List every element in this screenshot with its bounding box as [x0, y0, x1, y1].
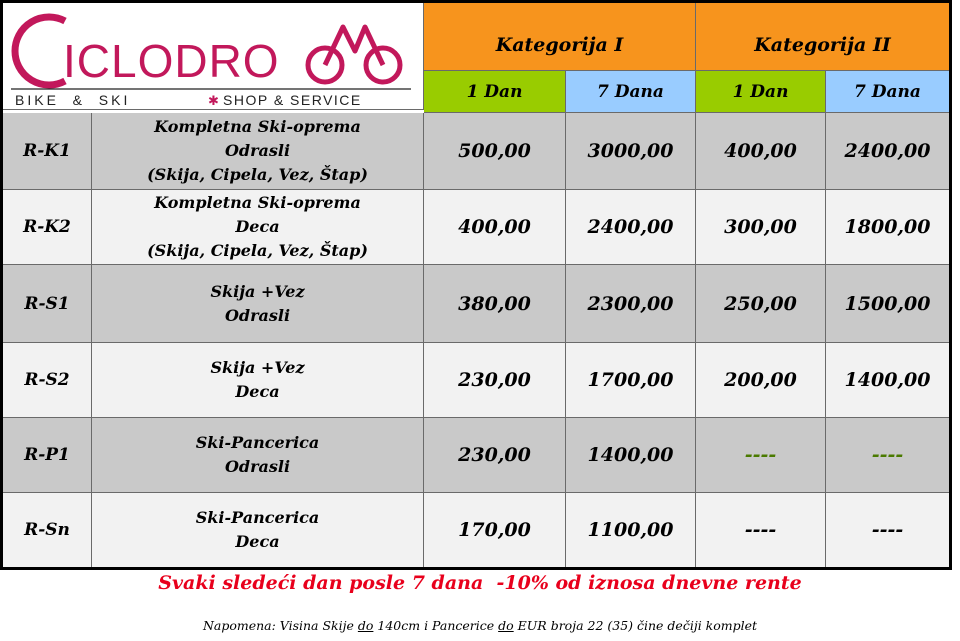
price-cell — [696, 190, 826, 265]
table-row-code — [3, 113, 92, 190]
price-value: 200,00 — [724, 369, 797, 391]
price-value: 400,00 — [458, 216, 531, 238]
price-value: 1800,00 — [844, 216, 931, 238]
price-value: 500,00 — [458, 140, 531, 162]
description-line: Kompletna Ski-oprema — [154, 117, 361, 136]
footnote-part: 140cm i Pancerice — [373, 618, 499, 633]
price-value: 2300,00 — [587, 292, 674, 315]
description-line: Odrasli — [224, 305, 291, 325]
description-line: Odrasli — [224, 457, 291, 476]
logo-brand-text: ICLODRO — [63, 35, 280, 87]
description-line: Odrasli — [224, 141, 291, 160]
logo — [3, 3, 424, 110]
price-value: ---- — [744, 519, 777, 541]
table-row-description — [92, 343, 424, 418]
footnote-underlined: do — [498, 618, 514, 633]
table-row-description — [92, 113, 424, 190]
description-line: Deca — [235, 382, 280, 401]
table-row-description — [92, 418, 424, 493]
price-cell — [566, 493, 696, 567]
footnote-part: Napomena: Visina Skije — [202, 618, 358, 633]
price-cell — [826, 190, 949, 265]
footnote — [0, 618, 960, 633]
description-line: (Skija, Cipela, Vez, Štap) — [147, 165, 368, 184]
price-value: 170,00 — [458, 519, 531, 541]
table-row-code — [3, 343, 92, 418]
price-value: 1500,00 — [844, 292, 931, 315]
price-cell — [696, 343, 826, 418]
ciclodromo-logo — [3, 3, 423, 109]
price-cell — [424, 343, 566, 418]
price-cell — [424, 113, 566, 190]
description-line: Deca — [235, 532, 280, 551]
footnote-part: EUR broja 22 (35) čine dečiji komplet — [513, 618, 758, 633]
description-line: (Skija, Cipela, Vez, Štap) — [147, 241, 368, 260]
price-value: 250,00 — [724, 292, 797, 315]
price-value: 400,00 — [724, 140, 797, 162]
table-row-code — [3, 190, 92, 265]
header-cat2-7-dana — [826, 71, 949, 113]
price-value: 3000,00 — [587, 140, 674, 162]
table-row-description — [92, 265, 424, 343]
price-value: 1400,00 — [587, 444, 674, 466]
price-cell — [566, 265, 696, 343]
price-value: 2400,00 — [587, 216, 674, 238]
description-line: Deca — [235, 217, 280, 236]
price-cell — [566, 190, 696, 265]
price-value: 1400,00 — [844, 369, 931, 391]
price-value: ---- — [744, 444, 777, 466]
header-cat1-7-dana — [566, 71, 696, 113]
logo-tagline-right: SHOP & SERVICE — [223, 92, 362, 108]
header-cat1-1-dan — [424, 71, 566, 113]
header-cat2-1-dan-label: 1 Dan — [732, 81, 789, 102]
price-cell — [826, 113, 949, 190]
header-kategorija-2 — [696, 3, 949, 71]
price-cell — [826, 493, 949, 567]
table-row-code — [3, 418, 92, 493]
row-code-label: R-P1 — [24, 445, 70, 465]
price-cell — [826, 418, 949, 493]
row-code-label: R-K1 — [23, 141, 71, 161]
price-cell — [826, 265, 949, 343]
table-row-description — [92, 493, 424, 567]
header-kategorija-1 — [424, 3, 696, 71]
price-value: 1700,00 — [587, 369, 674, 391]
header-cat1-1-dan-label: 1 Dan — [466, 81, 523, 102]
description-line: Kompletna Ski-oprema — [154, 193, 361, 212]
description-line: Skija +Vez — [210, 358, 305, 377]
header-kategorija-2-label: Kategorija II — [754, 33, 891, 56]
price-value: 380,00 — [458, 292, 531, 315]
row-code-label: R-K2 — [23, 217, 71, 237]
star-icon: ✱ — [208, 94, 219, 109]
price-cell — [566, 418, 696, 493]
row-code-label: R-S1 — [24, 293, 70, 314]
price-cell — [566, 113, 696, 190]
price-cell — [424, 493, 566, 567]
logo-tagline-left: BIKE & SKI — [15, 92, 131, 108]
price-cell — [424, 190, 566, 265]
price-value: ---- — [871, 519, 904, 541]
price-cell — [696, 265, 826, 343]
price-cell — [566, 343, 696, 418]
header-cat1-7-dana-label: 7 Dana — [597, 81, 664, 102]
description-line: Ski-Pancerica — [195, 508, 320, 527]
table-row-code — [3, 265, 92, 343]
price-cell — [826, 343, 949, 418]
description-line: Ski-Pancerica — [195, 433, 320, 452]
price-value: 1100,00 — [587, 519, 674, 541]
header-kategorija-1-label: Kategorija I — [495, 33, 624, 56]
header-cat2-1-dan — [696, 71, 826, 113]
price-value: 2400,00 — [844, 140, 931, 162]
row-code-label: R-S2 — [24, 370, 70, 390]
table-row-code — [3, 493, 92, 567]
price-value: 230,00 — [458, 369, 531, 391]
description-line: Skija +Vez — [210, 281, 305, 301]
table-row-description — [92, 190, 424, 265]
price-cell — [696, 418, 826, 493]
price-value: 230,00 — [458, 444, 531, 466]
promo-text: Svaki sledeći dan posle 7 dana -10% od iznosa dnevne rente — [158, 572, 802, 594]
price-cell — [424, 265, 566, 343]
header-cat2-7-dana-label: 7 Dana — [854, 81, 921, 102]
price-value: ---- — [871, 444, 904, 466]
row-code-label: R-Sn — [24, 520, 70, 540]
price-cell — [696, 493, 826, 567]
price-cell — [424, 418, 566, 493]
footnote-underlined: do — [357, 618, 374, 633]
price-cell — [696, 113, 826, 190]
price-value: 300,00 — [724, 216, 797, 238]
